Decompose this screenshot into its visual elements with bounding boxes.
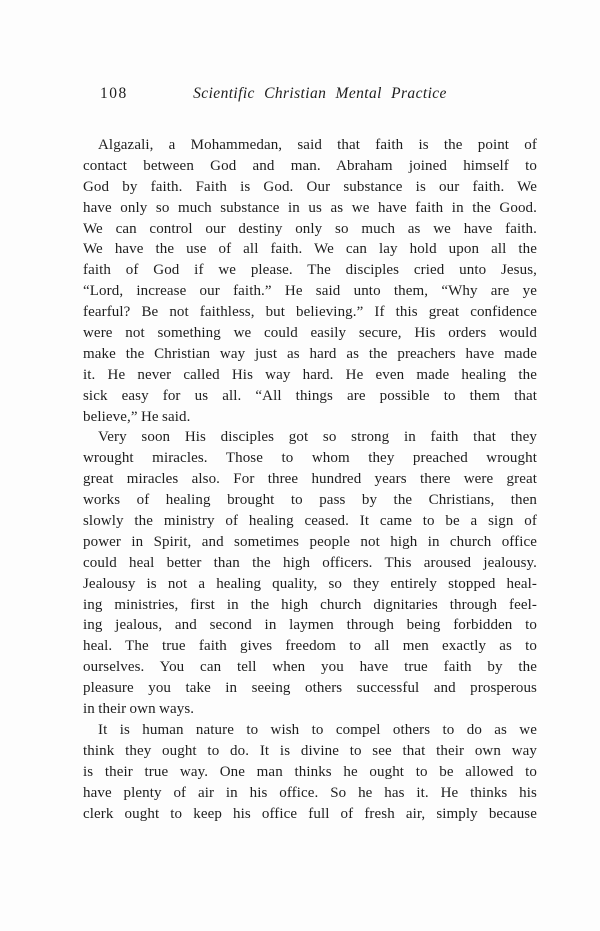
paragraph (83, 720, 537, 824)
text-line: pleasure you take in seeing others successful and prosperous (83, 680, 537, 697)
running-title: Scientific Christian Mental Practice (193, 85, 447, 102)
text-line: ing jealous, and second in laymen through being forbidden to (83, 617, 537, 634)
text-line: in their own ways. (83, 701, 195, 718)
page-header (83, 85, 537, 107)
text-line: slowly the ministry of healing ceased. It came to be a sign of (83, 513, 537, 530)
text-line: God by faith. Faith is God. Our substance is our faith. We (83, 178, 537, 195)
text-line: make the Christian way just as hard as the preachers have made (83, 345, 537, 362)
text-line: think they ought to do. It is divine to see that their own way (83, 742, 537, 759)
text-line: We can control our destiny only so much as we have faith. (83, 220, 537, 237)
text-line: wrought miracles. Those to whom they preached wrought (83, 450, 537, 467)
text-line: have plenty of air in his office. So he has it. He thinks his (83, 784, 537, 801)
text-line: sick easy for us all. “All things are possible to them that (83, 387, 537, 404)
text-block (83, 135, 537, 824)
paragraph (83, 135, 537, 427)
text-line: were not something we could easily secure, His orders would (83, 325, 537, 342)
text-line: clerk ought to keep his office full of fresh air, simply because (83, 805, 537, 822)
text-line: ourselves. You can tell when you have true faith by the (83, 659, 537, 676)
text-line: Algazali, a Mohammedan, said that faith is the point of (98, 137, 537, 153)
text-line: ing ministries, first in the high church dignitaries through feel- (83, 596, 537, 613)
text-line: it. He never called His way hard. He even made healing the (83, 366, 537, 383)
text-line: It is human nature to wish to compel others to do as we (98, 721, 537, 738)
text-line: heal. The true faith gives freedom to all men exactly as to (83, 638, 537, 655)
text-line: fearful? Be not faithless, but believing.” If this great confidence (83, 304, 537, 321)
text-line: works of healing brought to pass by the Christians, then (83, 492, 537, 509)
text-line: believe,” He said. (83, 408, 191, 425)
text-line: could heal better than the high officers. This aroused jealousy. (83, 554, 537, 571)
text-line: is their true way. One man thinks he ought to be allowed to (83, 763, 537, 780)
text-line: faith of God if we please. The disciples cried unto Jesus, (83, 262, 537, 279)
text-line: contact between God and man. Abraham joined himself to (83, 157, 537, 174)
page-number: 108 (100, 85, 128, 102)
text-line: Very soon His disciples got so strong in faith that they (98, 429, 537, 446)
text-line: power in Spirit, and sometimes people not high in church office (83, 533, 537, 550)
text-line: great miracles also. For three hundred years there were great (83, 471, 537, 488)
text-line: Jealousy is not a healing quality, so they entirely stopped heal- (83, 575, 537, 592)
text-line: “Lord, increase our faith.” He said unto them, “Why are ye (83, 283, 537, 300)
text-line: We have the use of all faith. We can lay hold upon all the (83, 241, 537, 258)
text-line: have only so much substance in us as we have faith in the Good. (83, 199, 537, 216)
paragraph (83, 427, 537, 719)
